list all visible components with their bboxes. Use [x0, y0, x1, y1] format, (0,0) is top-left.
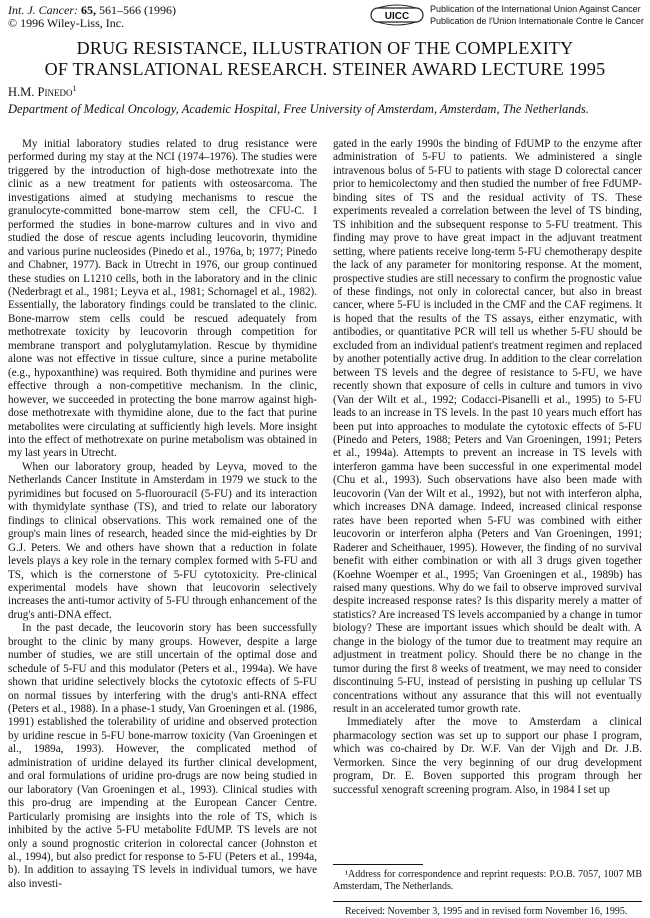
- author-initials: H.M.: [8, 85, 38, 100]
- body-column-right: [333, 138, 642, 918]
- title-line-2: OF TRANSLATIONAL RESEARCH. STEINER AWARD LECTURE 1995: [44, 59, 606, 79]
- author-line: [8, 84, 76, 100]
- journal-pages: 561–566 (1996): [98, 3, 176, 17]
- journal-header: [8, 4, 176, 30]
- paragraph: gated in the early 1990s the binding of FdUMP to the enzyme after administration of 5-FU to patients. We administered a single intravenous bolus of 5-FU to patients with stage D colorectal cancer prior to hemicolectomy and then studied the number of free FdUMP-binding sites of TS and the residual activity of TS. These experiments revealed a correlation between the level of TS binding, TS inhibition and the subsequent response to 5-FU treatment. This finding may prove to have great impact in the adjuvant treatment setting, where patients receive long-term 5-FU chemotherapy despite the lack of any parameter for monitoring response. At the moment, prospective studies are still necessary to confirm the prognostic value of these findings, not only in colorectal cancer, but also in breast cancer, where 5-FU is included in the CMF and the CAF regimens. It is hoped that the results of the TS assays, either enzymatic, with antibodies, or quantitative PCR will tell us whether 5-FU should be excluded from an individual patient's treatment regimen and replaced by another potentially active drug. In addition to the clear correlation between TS levels and the degree of resistance to 5-FU, we have recently shown that exposure of cells in culture and tumors in vivo (Van der Wilt et al., 1992; Codacci-Pisanelli et al., 1995) to 5-FU leads to an increase in TS levels. In the past 10 years much effort has been put into approaches to modulate the cytotoxic effects of 5-FU (Pinedo and Peters, 1988; Peters and Van Groeningen, 1991; Peters et al., 1994a). Attempts to prevent an increase in TS levels with interferon gamma have been successful in one experimental model (Chu et al., 1993). Such observations have also been made with leucovorin (Van der Wilt et al., 1992), but not with interferon alpha, which increases DNA damage. Indeed, increased clinical response rates have been reported when 5-FU was combined with either leucovorin or interferon alpha (Peters and Van Groeningen, 1991; Raderer and Scheithauer, 1995). However, the finding of no survival benefit with either combination or with all 3 drugs given together (Koehne Woemper et al., 1995; Van Groeningen et al., 1989b) has raised many questions. Why do we fail to observe improved survival despite increased response rates? Is this disparity merely a matter of statistics? Are increased TS levels accompanied by a change in tumor biology? These are important issues which should be dealt with. A change in the biology of the tumor due to treatment may require an adjustment in treatment policy. Should there be no change in the tumor during the first 8 weeks of treatment, we may need to consider discontinuing 5-FU, instead of persisting in pushing up cellular TS concentrations without any assurance that this will not eventually result in an accelerated tumor growth rate.: [333, 138, 642, 716]
- footnote: ¹Address for correspondence and reprint requests: P.O.B. 7057, 1007 MB Amsterdam, The Netherlands.: [333, 869, 642, 892]
- footnote-rule: [333, 864, 423, 865]
- paragraph: When our laboratory group, headed by Leyva, moved to the Netherlands Cancer Institute in Amsterdam in 1979 we stuck to the pyrimidines but focused on 5-fluorouracil (5-FU) and its interaction with thymidylate synthase (TS), and tried to relate our laboratory findings to clinical observations. This work remained one of the group's main lines of research, headed since the mid-eighties by Dr G.J. Peters. We and others have shown that a reduction in folate levels plays a key role in the ternary complex formed with 5-FU and TS, which is the cornerstone of 5-FU cytotoxicity. Pre-clinical experimental models have shown that leucovorin selectively increases the anti-tumor activity of 5-FU through enhancement of the drug's anti-DNA effect.: [8, 460, 317, 621]
- journal-volume: 65,: [80, 3, 96, 17]
- paragraph: In the past decade, the leucovorin story has been successfully brought to the clinic by many groups. However, despite a large number of studies, we are still uncertain of the optimal dose and schedule of 5-FU and this modulator (Peters et al., 1994a). We have shown that uridine selectively blocks the cytotoxic effects of 5-FU on normal tissues by interfering with the drug's anti-RNA effect (Peters et al., 1988). In a phase-1 study, Van Groeningen et al. (1986, 1991) established the tolerability of uridine and observed protection by uridine rescue in 5-FU bone-marrow toxicity (Van Groeningen et al., 1989a, 1993). However, the complicated method of administration of uridine delayed its further clinical development, and oral formulations of uridine pro-drugs are now being studied in our laboratory (Van Groeningen et al., 1993). Clinical studies with this pro-drug are impending at the European Cancer Centre. Particularly promising are insights into the role of TS, which is inhibited by the active 5-FU metabolite FdUMP. TS levels are not only a sound prognostic criterion in colorectal cancer (Johnston et al., 1994), but also predict for response to 5-FU (Peters et al., 1994a, b). In addition to assaying TS levels in individual tumors, we have also investi-: [8, 622, 317, 890]
- author-surname: Pinedo: [37, 85, 73, 100]
- column-text: [333, 138, 642, 854]
- journal-name: Int. J. Cancer:: [8, 3, 78, 17]
- received-dates: Received: November 3, 1995 and in revised form November 16, 1995.: [345, 906, 628, 917]
- author-footnote-mark: 1: [72, 84, 77, 93]
- paragraph: My initial laboratory studies related to drug resistance were performed during my stay at the NCI (1974–1976). The studies were triggered by the introduction of high-dose methotrexate into the clinic as a new treatment for patients with osteosarcoma. The investigations aimed at studying mechanisms to rescue the granulocyte-committed bone-marrow stem cell, the CFU-C. I performed the studies in bone-marrow cultures and in vivo and studied the dose of rescue agents including leucovorin, thymidine and various purine nucleosides (Pinedo et al., 1976a, b; 1977; Pinedo and Chabner, 1977). Back in Utrecht in 1976, our group continued these studies on L1210 cells, both in the laboratory and in the clinic (Nederbragt et al., 1981; Leyva et al., 1981; Schornagel et al., 1982). Essentially, the laboratory findings could be translated to the clinic. Bone-marrow stem cells could be rescued adequately from methotrexate toxicity by leucovorin through competition for membrane transport and polyglutamylation. Rescue by thymidine alone was not effective in tissue culture, since a purine metabolite (e.g., hypoxanthine) was required. Both thymidine and purines were effective through a non-competitive mechanism. In the clinic, however, we succeeded in protecting the bone marrow against high-dose methotrexate with thymidine alone, due to the fact that purine metabolites were circulating at sufficiently high levels. More insight into the effect of methotrexate on purine metabolism was obtained in my last years in Utrecht.: [8, 138, 317, 460]
- uicc-logo: [370, 4, 424, 26]
- uicc-logo-text: UICC: [384, 11, 410, 22]
- publisher-english: Publication of the International Union Against Cancer: [430, 4, 641, 14]
- author-affiliation: Department of Medical Oncology, Academic Hospital, Free University of Amsterdam, Amsterdam, The Netherlands.: [8, 102, 589, 116]
- article-title: [0, 38, 650, 80]
- copyright-line: © 1996 Wiley-Liss, Inc.: [8, 16, 125, 30]
- paragraph: Immediately after the move to Amsterdam a clinical pharmacology section was set up to support our phase I program, which was co-chaired by Dr. W.F. Van der Vijgh and Dr. J.B. Vermorken. Since the very beginning of our drug development program, Dr. E. Boven supported this program through her successful xenograft screening program. Also, in 1984 I set up: [333, 716, 642, 796]
- received-rule: [333, 901, 642, 902]
- publisher-info: [430, 3, 644, 27]
- body-column-left: [8, 138, 317, 891]
- title-line-1: DRUG RESISTANCE, ILLUSTRATION OF THE COMPLEXITY: [76, 38, 574, 58]
- publisher-french: Publication de l'Union Internationale Contre le Cancer: [430, 16, 644, 26]
